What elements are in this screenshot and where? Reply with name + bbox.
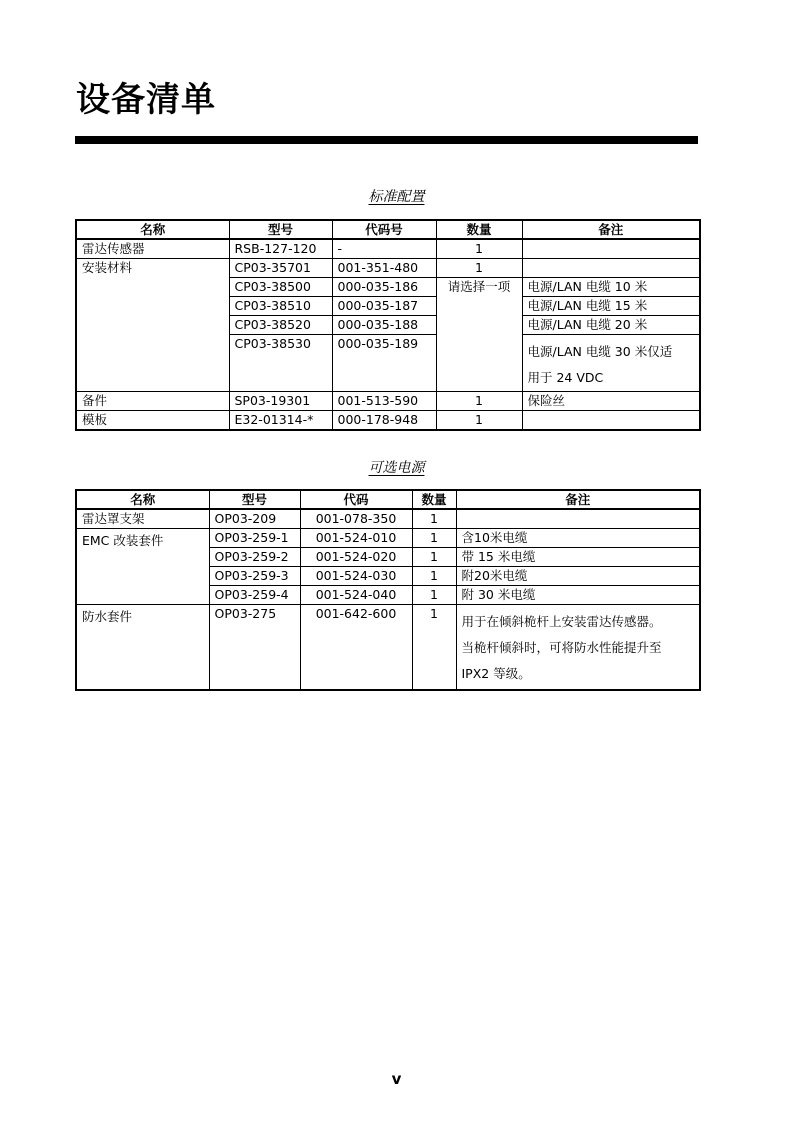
cell-model: OP03-209 (209, 509, 300, 529)
cell-remark: 电源/LAN 电缆 10 米 (522, 278, 700, 297)
cell-code: 001-513-590 (332, 392, 436, 411)
table-row (76, 239, 700, 259)
table-row (76, 605, 700, 691)
column-header-model: 型号 (209, 490, 300, 509)
cell-remark (522, 239, 700, 259)
cell-code: 000-035-186 (332, 278, 436, 297)
cell-remark: 保险丝 (522, 392, 700, 411)
table-row (76, 411, 700, 431)
cell-code: 001-524-030 (300, 567, 412, 586)
cell-code: - (332, 239, 436, 259)
table-row (76, 259, 700, 278)
column-header-qty: 数量 (412, 490, 456, 509)
cell-code: 001-524-040 (300, 586, 412, 605)
cell-qty: 1 (412, 567, 456, 586)
standard-table (75, 219, 701, 431)
cell-model: OP03-259-3 (209, 567, 300, 586)
remark-line: 用于 24 VDC (527, 370, 604, 385)
cell-model: SP03-19301 (229, 392, 332, 411)
cell-name: 雷达传感器 (76, 239, 229, 259)
cell-model: OP03-259-4 (209, 586, 300, 605)
cell-remark: 电源/LAN 电缆 15 米 (522, 297, 700, 316)
remark-line: 当桅杆倾斜时，可将防水性能提升至 (461, 640, 662, 655)
cell-code: 000-178-948 (332, 411, 436, 431)
cell-code: 001-078-350 (300, 509, 412, 529)
remark-line: 用于在倾斜桅杆上安装雷达传感器。 (461, 614, 662, 629)
column-header-remark: 备注 (456, 490, 700, 509)
cell-remark: 附 30 米电缆 (456, 586, 700, 605)
cell-remark (522, 335, 700, 392)
cell-qty: 1 (436, 411, 522, 431)
column-header-code: 代码 (300, 490, 412, 509)
page-number: v (391, 1070, 402, 1088)
table-header-row (76, 490, 700, 509)
column-header-name: 名称 (76, 220, 229, 239)
cell-model: OP03-259-2 (209, 548, 300, 567)
cell-qty: 1 (436, 259, 522, 278)
cell-name: 模板 (76, 411, 229, 431)
cell-qty: 1 (412, 605, 456, 691)
cell-remark: 含10米电缆 (456, 529, 700, 548)
cell-model: E32-01314-* (229, 411, 332, 431)
title-rule (75, 136, 698, 144)
cell-code: 000-035-189 (332, 335, 436, 392)
column-header-code: 代码号 (332, 220, 436, 239)
cell-qty: 1 (436, 239, 522, 259)
column-header-remark: 备注 (522, 220, 700, 239)
cell-qty: 1 (412, 548, 456, 567)
table-header-row (76, 220, 700, 239)
cell-code: 000-035-188 (332, 316, 436, 335)
cell-model: CP03-35701 (229, 259, 332, 278)
cell-model: OP03-275 (209, 605, 300, 691)
cell-remark (456, 509, 700, 529)
cell-model: OP03-259-1 (209, 529, 300, 548)
remark-line: IPX2 等级。 (461, 666, 531, 681)
column-header-model: 型号 (229, 220, 332, 239)
cell-name: 备件 (76, 392, 229, 411)
column-header-qty: 数量 (436, 220, 522, 239)
cell-remark: 电源/LAN 电缆 20 米 (522, 316, 700, 335)
cell-name: 雷达罩支架 (76, 509, 209, 529)
optional-table (75, 489, 701, 691)
optional-caption: 可选电源 (368, 460, 425, 476)
cell-qty: 1 (412, 529, 456, 548)
cell-model: CP03-38520 (229, 316, 332, 335)
cell-model: RSB-127-120 (229, 239, 332, 259)
cell-code: 001-524-010 (300, 529, 412, 548)
cell-model: CP03-38530 (229, 335, 332, 392)
cell-qty: 请选择一项 (436, 278, 522, 392)
cell-code: 001-524-020 (300, 548, 412, 567)
cell-qty: 1 (412, 586, 456, 605)
column-header-name: 名称 (76, 490, 209, 509)
table-row (76, 509, 700, 529)
cell-code: 001-642-600 (300, 605, 412, 691)
cell-remark (522, 411, 700, 431)
cell-remark: 附20米电缆 (456, 567, 700, 586)
cell-name: EMC 改装套件 (76, 529, 209, 605)
cell-remark (456, 605, 700, 691)
cell-qty: 1 (412, 509, 456, 529)
standard-caption: 标准配置 (368, 189, 425, 205)
cell-code: 000-035-187 (332, 297, 436, 316)
cell-code: 001-351-480 (332, 259, 436, 278)
cell-name: 安装材料 (76, 259, 229, 392)
page-title: 设备清单 (76, 80, 216, 120)
table-row (76, 392, 700, 411)
remark-line: 电源/LAN 电缆 30 米仅适 (527, 344, 673, 359)
cell-remark (522, 259, 700, 278)
cell-name: 防水套件 (76, 605, 209, 691)
cell-model: CP03-38500 (229, 278, 332, 297)
cell-remark: 带 15 米电缆 (456, 548, 700, 567)
cell-model: CP03-38510 (229, 297, 332, 316)
table-row (76, 529, 700, 548)
cell-qty: 1 (436, 392, 522, 411)
